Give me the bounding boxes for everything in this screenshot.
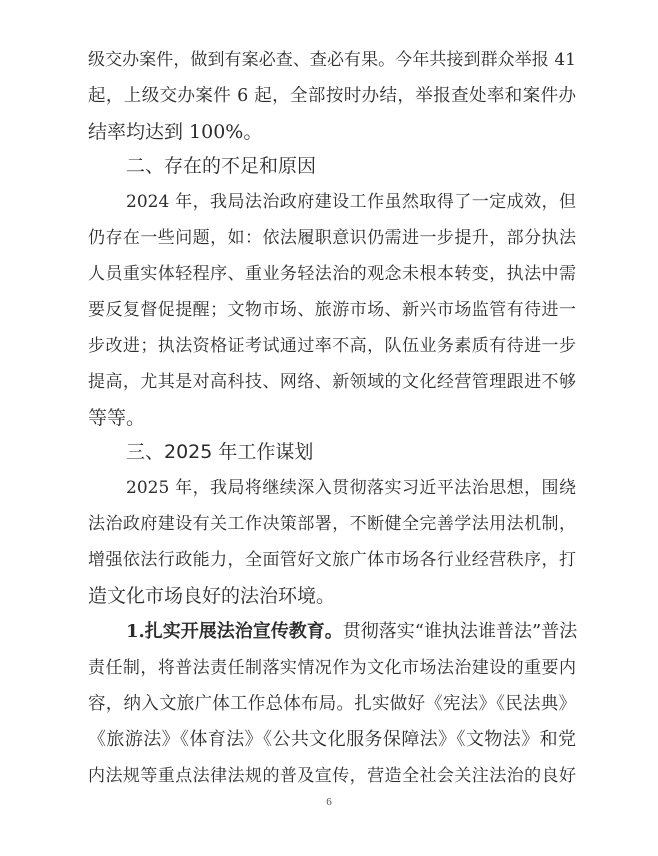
body-text-line [126,620,576,644]
body-text-line: 责任制，将普法责任制落实情况作为文化市场法治建设的重要内 [88,658,576,678]
page-number: 6 [326,796,332,808]
body-text-line: 《旅游法》《体育法》《公共文化服务保障法》《文物法》和党 [88,729,576,750]
body-text-line: 级交办案件，做到有案必查、查必有果。今年共接到群众举报 41 [88,50,576,70]
section-heading: 二、存在的不足和原因 [126,155,317,177]
body-text-line: 容，纳入文旅广体工作总体布局。扎实做好《宪法》《民法典》 [88,694,576,714]
body-text-line: 起，上级交办案件 6 起，全部按时办结，举报查处率和案件办 [88,86,576,106]
body-text-line: 造文化市场良好的法治环境。 [88,585,336,607]
body-text-fragment: 贯彻落实“谁执法谁普法”普法 [342,621,578,642]
body-text-line: 要反复督促提醒；文物市场、旅游市场、新兴市场监管有待进一 [88,300,576,320]
body-text-line: 结率均达到 100%。 [88,121,263,143]
body-text-line: 2025 年，我局将继续深入贯彻落实习近平法治思想，围绕 [126,478,576,498]
body-text-line: 内法规等重点法律法规的普及宣传，营造全社会关注法治的良好 [88,766,576,786]
body-text-line: 法治政府建设有关工作决策部署，不断健全完善学法用法机制， [88,514,576,534]
section-heading: 三、2025 年工作谋划 [126,441,314,463]
body-text-line: 等等。 [88,407,146,429]
subsection-heading: 1.扎实开展法治宣传教育。 [126,621,343,642]
body-text-line: 增强依法行政能力，全面管好文旅广体市场各行业经营秩序，打 [88,550,576,570]
body-text-line: 提高，尤其是对高科技、网络、新领域的文化经营管理跟进不够 [88,372,576,392]
body-text-line: 2024 年，我局法治政府建设工作虽然取得了一定成效，但 [126,192,576,212]
body-text-line: 仍存在一些问题，如：依法履职意识仍需进一步提升，部分执法 [88,228,576,248]
body-text-line: 人员重实体轻程序、重业务轻法治的观念未根本转变，执法中需 [88,264,576,284]
body-text-line: 步改进；执法资格证考试通过率不高，队伍业务素质有待进一步 [88,336,576,356]
